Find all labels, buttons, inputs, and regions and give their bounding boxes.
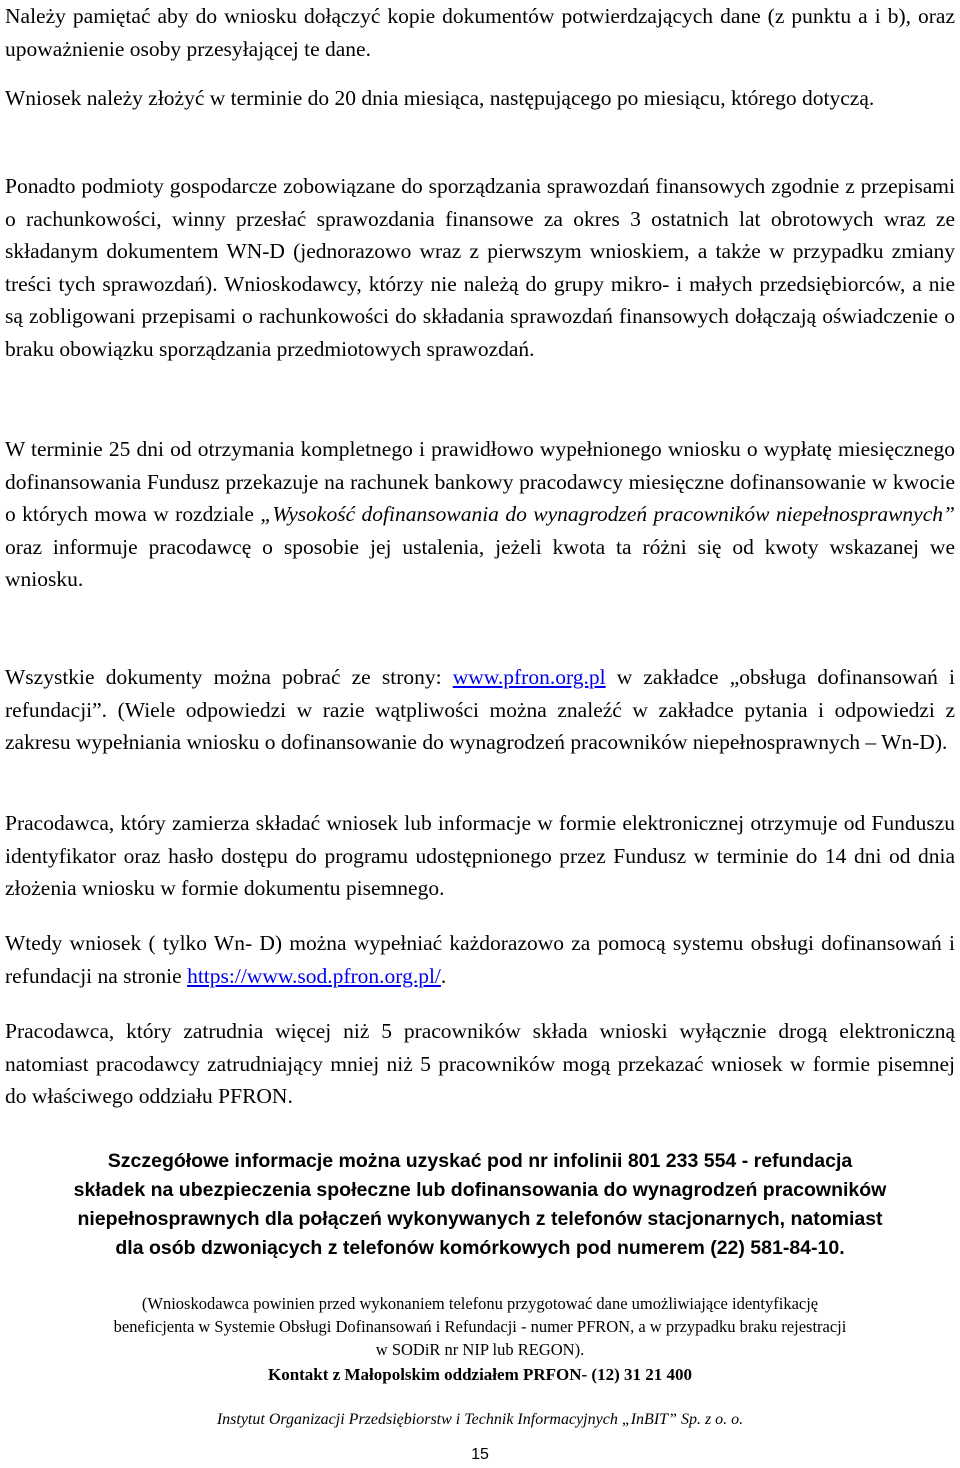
paragraph-text: Wniosek należy złożyć w terminie do 20 dnia miesiąca, następującego po miesiącu, którego dotyczą.: [5, 86, 875, 110]
paragraph-attachments: [5, 0, 955, 65]
paragraph-text: Wtedy wniosek ( tylko Wn- D) można wypełniać każdorazowo za pomocą systemu obsługi dofinansowań i refundacji na stronie: [5, 931, 955, 988]
paragraph-text: Wszystkie dokumenty można pobrać ze strony:: [5, 665, 453, 689]
paragraph-text: .: [440, 963, 447, 988]
paragraph-documents: [5, 661, 955, 759]
paragraph-text: w zakładce „obsługa dofinansowań i refundacji”. (Wiele odpowiedzi w razie wątpliwości można znaleźć w zakładce pytania i odpowiedzi z zakresu wypełniania wniosku o dofinansowanie do wynagrodzeń pracowników niepełnosprawnych – Wn-D).: [5, 665, 955, 754]
paragraph-online-system: [5, 927, 955, 992]
paragraph-text: W terminie 25 dni od otrzymania kompletnego i prawidłowo wypełnionego wniosku o wypłatę miesięcznego dofinansowania Fundusz przekazuje na rachunek bankowy pracodawcy miesięczne dofinansowanie w kwocie o których mowa w rozdziale: [5, 437, 955, 526]
paragraph-text: Pracodawca, który zamierza składać wniosek lub informacje w formie elektronicznej otrzymuje od Funduszu identyfikator oraz hasło dostępu do programu udostępnionego przez Fundusz w terminie do 14 dni od dnia złożenia wniosku w formie dokumentu pisemnego.: [5, 811, 955, 900]
hotline-info-line: składek na ubezpieczenia społeczne lub dofinansowania do wynagrodzeń pracowników: [73, 1179, 887, 1201]
paragraph-text: Pracodawca, który zatrudnia więcej niż 5 pracowników składa wnioski wyłącznie drogą elektroniczną natomiast pracodawcy zatrudniający mniej niż 5 pracowników mogą przekazać wniosek w formie pisemnej do właściwego oddziału PFRON.: [5, 1019, 955, 1108]
caller-note-line: beneficjenta w Systemie Obsługi Dofinansowań i Refundacji - numer PFRON, a w przypadku braku rejestracji: [113, 1317, 847, 1336]
footer-company-name: Instytut Organizacji Przedsiębiorstw i Technik Informacyjnych „InBIT” Sp. z o. o.: [216, 1411, 744, 1428]
chapter-title: „Wysokość dofinansowania do wynagrodzeń pracowników niepełnosprawnych”: [260, 502, 955, 526]
pfron-website-link[interactable]: www.pfron.org.pl: [452, 665, 606, 689]
hotline-info-line: niepełnosprawnych dla połączeń wykonywanych z telefonów stacjonarnych, natomiast: [77, 1208, 883, 1230]
regional-office-contact: Kontakt z Małopolskim oddziałem PRFON- (12) 31 21 400: [267, 1365, 693, 1384]
paragraph-text: oraz informuje pracodawcę o sposobie jej ustalenia, jeżeli kwota ta różni się od kwoty wskazanej we wniosku.: [5, 534, 955, 591]
hotline-info-line: dla osób dzwoniących z telefonów komórkowych pod numerem (22) 581-84-10.: [115, 1237, 845, 1259]
paragraph-text: Należy pamiętać aby do wniosku dołączyć kopie dokumentów potwierdzających dane (z punktu a i b), oraz upoważnienie osoby przesyłającej te dane.: [5, 4, 955, 61]
paragraph-text: Ponadto podmioty gospodarcze zobowiązane do sporządzania sprawozdań finansowych zgodnie z przepisami o rachunkowości, winny przesłać sprawozdania finansowe za okres 3 ostatnich lat obrotowych wraz ze składanym dokumentem WN-D (jednorazowo wraz z pierwszym wnioskiem, a także w przypadku zmiany treści tych sprawozdań). Wnioskodawcy, którzy nie należą do grupy mikro- i małych przedsiębiorców, a nie są zobligowani przepisami o rachunkowości do składania sprawozdań finansowych dołączają oświadczenie o braku obowiązku sporządzania przedmiotowych sprawozdań.: [5, 174, 955, 361]
caller-note-line: w SODiR nr NIP lub REGON).: [375, 1340, 585, 1359]
sod-system-link[interactable]: https://www.sod.pfron.org.pl/: [187, 963, 441, 988]
paragraph-financial-statements: [5, 170, 955, 365]
paragraph-deadline: [5, 82, 955, 115]
paragraph-electronic-access: [5, 807, 955, 905]
page-number: 15: [471, 1446, 489, 1463]
paragraph-payment: [5, 433, 955, 596]
paragraph-electronic-requirement: [5, 1015, 955, 1113]
caller-note-line: (Wnioskodawca powinien przed wykonaniem telefonu przygotować dane umożliwiające identyfikację: [141, 1294, 819, 1313]
hotline-info-line: Szczegółowe informacje można uzyskać pod nr infolinii 801 233 554 - refundacja: [107, 1150, 853, 1172]
